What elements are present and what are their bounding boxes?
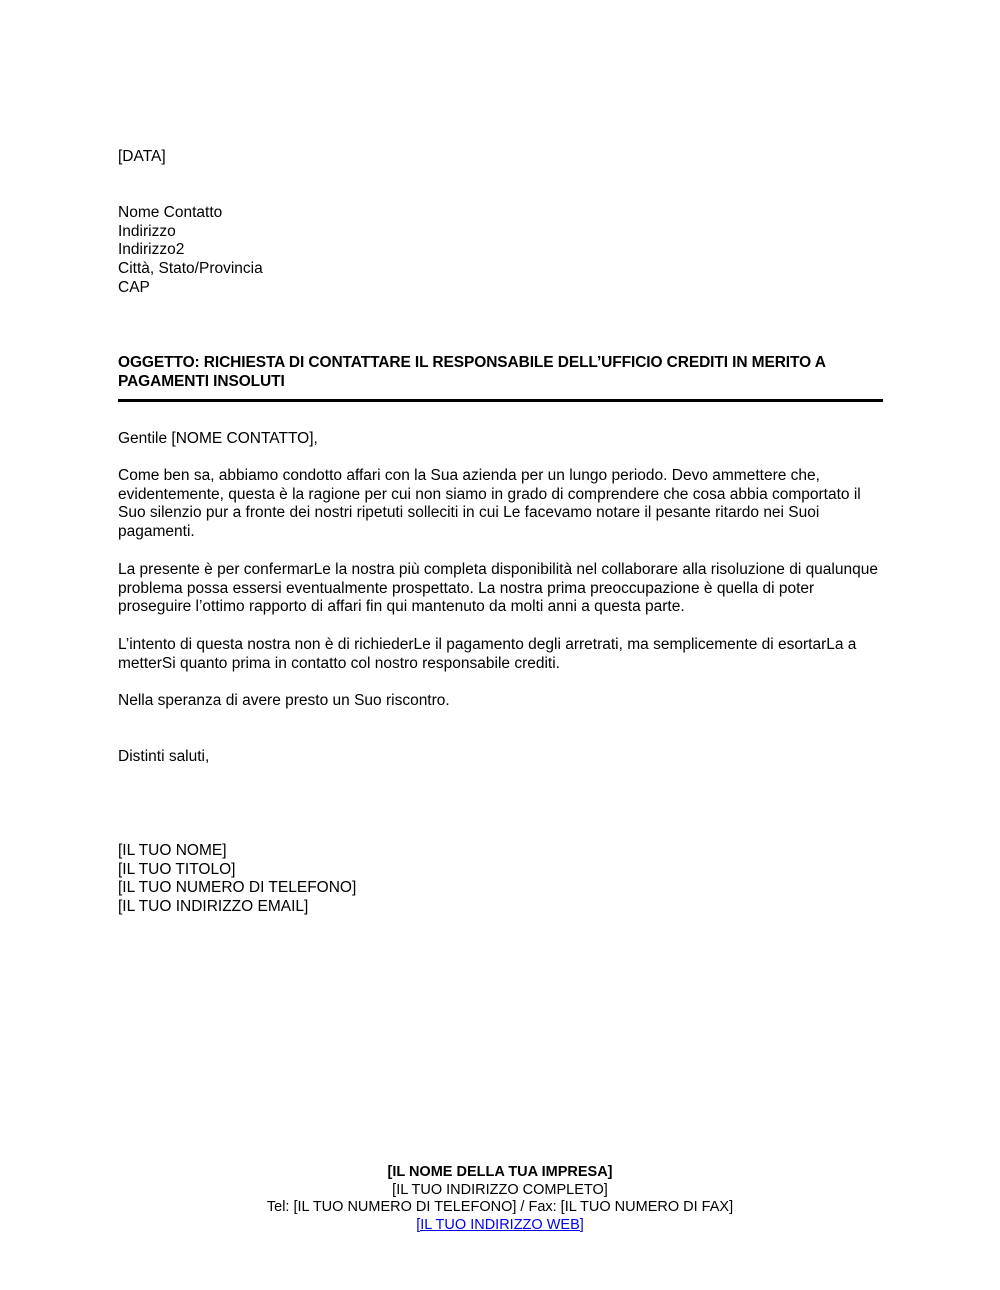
footer-web-link[interactable]: [IL TUO INDIRIZZO WEB] bbox=[416, 1216, 584, 1233]
subject-divider bbox=[118, 399, 883, 402]
signature-phone: [IL TUO NUMERO DI TELEFONO] bbox=[118, 879, 357, 897]
letter-footer bbox=[0, 1164, 1000, 1234]
footer-company-name: [IL NOME DELLA TUA IMPRESA] bbox=[387, 1164, 613, 1180]
letter-date: [DATA] bbox=[118, 148, 166, 165]
body-paragraph-4: Nella speranza di avere presto un Suo riscontro. bbox=[118, 692, 450, 709]
signature-email: [IL TUO INDIRIZZO EMAIL] bbox=[118, 898, 309, 916]
recipient-name: Nome Contatto bbox=[118, 204, 223, 221]
recipient-city-state: Città, Stato/Provincia bbox=[118, 260, 263, 278]
letter-greeting: Gentile [NOME CONTATTO], bbox=[118, 430, 318, 447]
recipient-postal-code: CAP bbox=[118, 278, 150, 296]
letter-closing: Distinti saluti, bbox=[118, 748, 210, 765]
signature-block bbox=[118, 842, 356, 917]
recipient-address-line-1: Indirizzo bbox=[118, 222, 176, 240]
signature-title: [IL TUO TITOLO] bbox=[118, 860, 236, 878]
body-paragraph-2: La presente è per confermarLe la nostra più completa disponibilità nel collaborare alla risoluzione di qualunque problema possa essersi eventualmente prospettato. La nostra prima preoccupazione è quella di poter proseguire l’ottimo rapporto di affari fin qui mantenuto da molti anni a questa parte. bbox=[118, 561, 878, 616]
footer-address: [IL TUO INDIRIZZO COMPLETO] bbox=[392, 1181, 608, 1198]
letter-subject: OGGETTO: RICHIESTA DI CONTATTARE IL RESPONSABILE DELL’UFFICIO CREDITI IN MERITO A PAGAMENTI INSOLUTI bbox=[118, 354, 826, 390]
recipient-address bbox=[118, 204, 263, 298]
signature-name: [IL TUO NOME] bbox=[118, 842, 227, 859]
footer-contacts: Tel: [IL TUO NUMERO DI TELEFONO] / Fax: [IL TUO NUMERO DI FAX] bbox=[266, 1199, 734, 1215]
body-paragraph-3: L’intento di questa nostra non è di richiederLe il pagamento degli arretrati, ma semplicemente di esortarLa a metterSi quanto prima in contatto col nostro responsabile crediti. bbox=[118, 636, 857, 672]
body-paragraph-1: Come ben sa, abbiamo condotto affari con la Sua azienda per un lungo periodo. Devo ammettere che, evidentemente, questa è la ragione per cui non siamo in grado di comprendere che cosa abbia comportato il Suo silenzio pur a fronte dei nostri ripetuti solleciti in cui Le facevamo notare il pesante ritardo nei Suoi pagamenti. bbox=[118, 467, 861, 541]
recipient-address-line-2: Indirizzo2 bbox=[118, 241, 185, 259]
